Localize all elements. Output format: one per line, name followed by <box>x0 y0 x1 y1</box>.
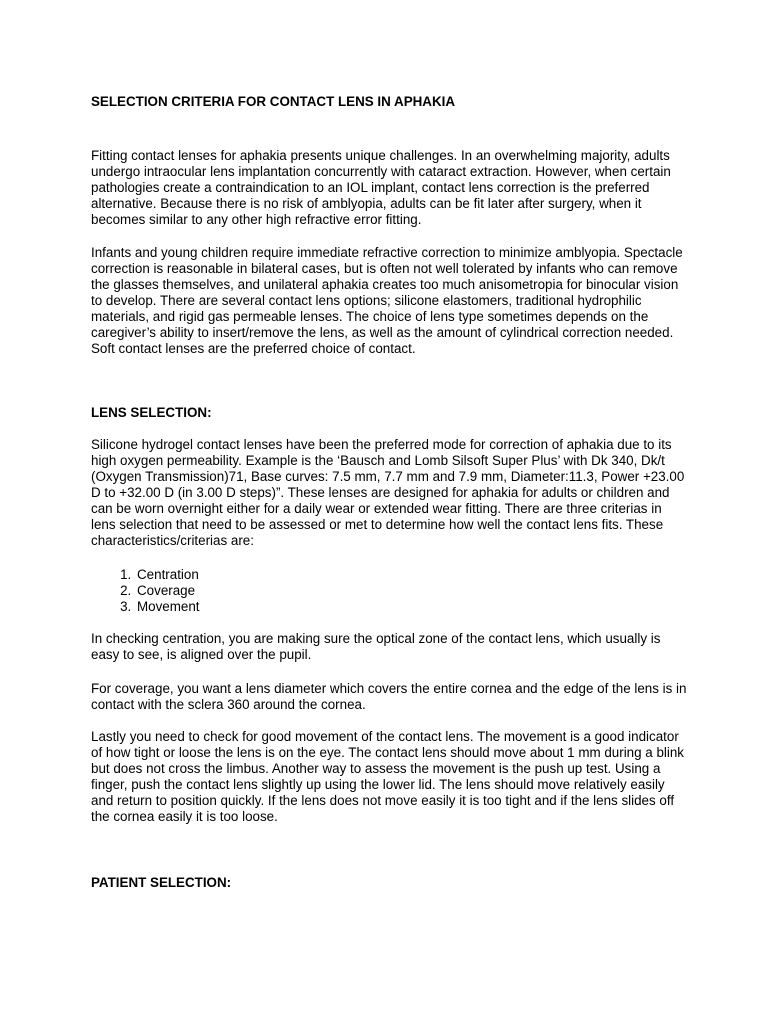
list-item: 2. Coverage <box>135 583 731 599</box>
lens-selection-paragraph: Silicone hydrogel contact lenses have been the preferred mode for correction of aphakia due to its high oxygen permeability. Example is the ‘Bausch and Lomb Silsoft Super Plus’ with Dk 340, Dk/t (Oxygen Transmission)71, Base curves: 7.5 mm, 7.7 mm and 7.9 mm, Diameter:11.3, Power +23.00 D to +32.00 D (in 3.00 D steps)”. These lenses are designed for aphakia for adults or children and can be worn overnight either for a daily wear or extended wear fitting. There are three criterias in lens selection that need to be assessed or met to determine how well the contact lens fits. These characteristics/criterias are: <box>91 437 685 548</box>
criteria-list <box>91 567 731 615</box>
centration-paragraph: In checking centration, you are making sure the optical zone of the contact lens, which usually is easy to see, is aligned over the pupil. <box>91 631 661 662</box>
document-title: SELECTION CRITERIA FOR CONTACT LENS IN APHAKIA <box>91 94 456 109</box>
lens-selection-heading: LENS SELECTION: <box>91 405 212 420</box>
coverage-paragraph: For coverage, you want a lens diameter which covers the entire cornea and the edge of the lens is in contact with the sclera 360 around the cornea. <box>91 681 687 712</box>
movement-paragraph: Lastly you need to check for good movement of the contact lens. The movement is a good indicator of how tight or loose the lens is on the eye. The contact lens should move about 1 mm during a blink but does not cross the limbus. Another way to assess the movement is the push up test. Using a finger, push the contact lens slightly up using the lower lid. The lens should move relatively easily and return to position quickly. If the lens does not move easily it is too tight and if the lens slides off the cornea easily it is too loose. <box>91 729 685 824</box>
infants-paragraph: Infants and young children require immediate refractive correction to minimize amblyopia. Spectacle correction is reasonable in bilateral cases, but is often not well tolerated by infants who can remove the glasses themselves, and unilateral aphakia creates too much anisometropia for binocular vision to develop. There are several contact lens options; silicone elastomers, traditional hydrophilic materials, and rigid gas permeable lenses. The choice of lens type sometimes depends on the caregiver’s ability to insert/remove the lens, as well as the amount of cylindrical correction needed. Soft contact lenses are the preferred choice of contact. <box>91 245 683 356</box>
list-item: 3. Movement <box>135 599 731 615</box>
list-item: 1. Centration <box>135 567 731 583</box>
patient-selection-heading: PATIENT SELECTION: <box>91 875 232 890</box>
intro-paragraph: Fitting contact lenses for aphakia presents unique challenges. In an overwhelming majority, adults undergo intraocular lens implantation concurrently with cataract extraction. However, when certain pathologies create a contraindication to an IOL implant, contact lens correction is the preferred alternative. Because there is no risk of amblyopia, adults can be fit later after surgery, when it becomes similar to any other high refractive error fitting. <box>91 148 671 227</box>
